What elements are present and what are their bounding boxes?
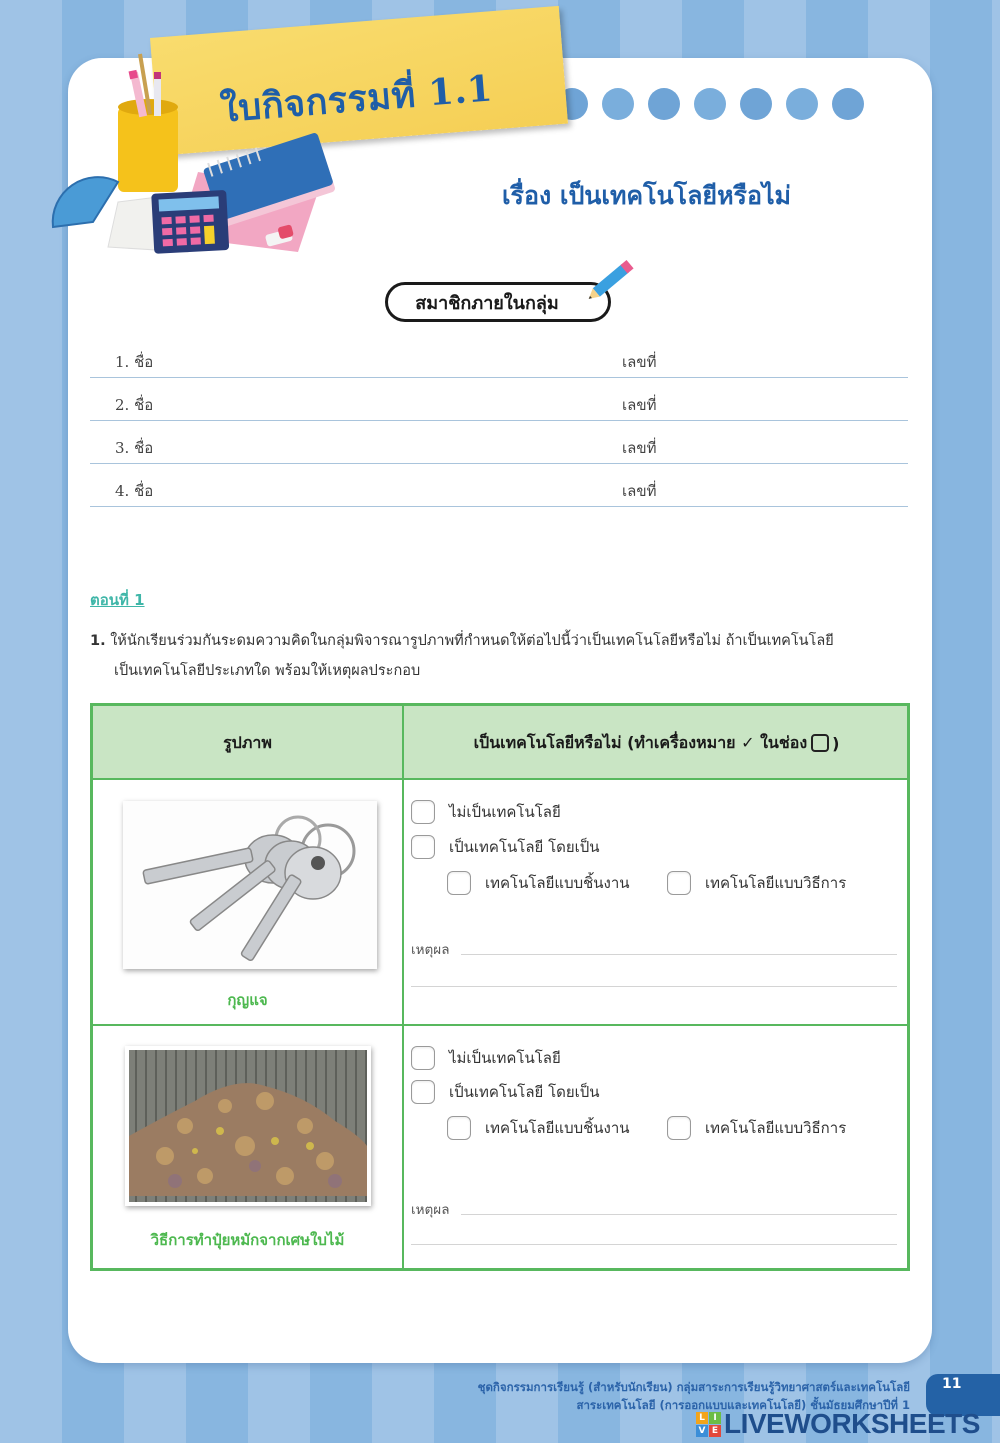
liveworksheets-wordmark: LIVEWORKSHEETS [724, 1408, 980, 1439]
page-number: 11 [942, 1376, 962, 1392]
keys-icon [123, 801, 377, 969]
dot [786, 88, 818, 120]
option-label: ไม่เป็นเทคโนโลยี [449, 803, 561, 821]
header-close-paren: ) [832, 733, 840, 753]
option-not-technology[interactable] [411, 1046, 561, 1070]
worksheet-table [90, 703, 910, 1271]
checkbox-symbol-icon [811, 734, 829, 752]
logo-letter: E [709, 1425, 721, 1437]
leaf-pile-icon [125, 1046, 371, 1206]
leaves-image [125, 1046, 371, 1206]
reason-input-line[interactable] [461, 954, 897, 955]
option-label: เทคโนโลยีแบบวิธีการ [705, 874, 847, 892]
member-row-2[interactable] [90, 391, 908, 421]
member-name-label: 3. ชื่อ [115, 439, 154, 457]
member-name-label: 1. ชื่อ [115, 353, 154, 371]
option-label: เทคโนโลยีแบบชิ้นงาน [485, 1119, 630, 1137]
footer-line-2: สาระเทคโนโลยี (การออกแบบและเทคโนโลยี) ชั้นมัธยมศึกษาปีที่ 1 [576, 1398, 910, 1412]
option-label: เป็นเทคโนโลยี โดยเป็น [449, 838, 600, 856]
option-label: เทคโนโลยีแบบวิธีการ [705, 1119, 847, 1137]
decorative-dots [556, 88, 864, 120]
checkbox[interactable] [411, 1046, 435, 1070]
row-divider [93, 1024, 907, 1026]
dot [694, 88, 726, 120]
keys-image [123, 801, 377, 969]
checkbox[interactable] [667, 1116, 691, 1140]
logo-letter: L [696, 1412, 708, 1424]
reason-label: เหตุผล [411, 942, 450, 958]
option-is-technology[interactable] [411, 1080, 600, 1104]
logo-letter: I [709, 1412, 721, 1424]
option-is-technology[interactable] [411, 835, 600, 859]
member-number-label: เลขที่ [622, 353, 657, 371]
option-not-technology[interactable] [411, 800, 561, 824]
reason-input-line[interactable] [411, 1244, 897, 1245]
member-row-3[interactable] [90, 434, 908, 464]
instruction-number: 1. [90, 633, 106, 649]
liveworksheets-logo[interactable] [696, 1408, 980, 1440]
table-header [93, 706, 907, 780]
column-divider [402, 706, 404, 1268]
member-row-1[interactable] [90, 348, 908, 378]
logo-letter: V [696, 1425, 708, 1437]
activity-title: ใบกิจกรรมที่ 1.1 [218, 67, 495, 131]
checkbox[interactable] [447, 871, 471, 895]
option-process-technology[interactable] [667, 871, 846, 895]
member-name-label: 2. ชื่อ [115, 396, 154, 414]
reason-input-line[interactable] [411, 986, 897, 987]
members-heading-label: สมาชิกภายในกลุ่ม [415, 292, 559, 314]
dot [832, 88, 864, 120]
keys-caption: กุญแจ [227, 991, 268, 1009]
header-technology-column [404, 706, 909, 780]
checkbox[interactable] [411, 835, 435, 859]
section-label: ตอนที่ 1 [90, 591, 145, 609]
liveworksheets-logo-icon [696, 1412, 721, 1437]
instruction-text [90, 626, 920, 686]
reason-input-line[interactable] [461, 1214, 897, 1215]
header-image-column: รูปภาพ [223, 732, 272, 752]
checkbox[interactable] [447, 1116, 471, 1140]
compost-caption: วิธีการทำปุ๋ยหมักจากเศษใบไม้ [150, 1231, 345, 1249]
option-product-technology[interactable] [447, 1116, 630, 1140]
reason-label: เหตุผล [411, 1202, 450, 1218]
member-number-label: เลขที่ [622, 439, 657, 457]
dot [602, 88, 634, 120]
option-product-technology[interactable] [447, 871, 630, 895]
instruction-line-1: ให้นักเรียนร่วมกันระดมความคิดในกลุ่มพิจารณารูปภาพที่กำหนดให้ต่อไปนี้ว่าเป็นเทคโนโลยีหรือไม่ ถ้าเป็นเทคโนโลยี [105, 633, 834, 649]
option-label: ไม่เป็นเทคโนโลยี [449, 1049, 561, 1067]
option-label: เป็นเทคโนโลยี โดยเป็น [449, 1083, 600, 1101]
member-row-4[interactable] [90, 477, 908, 507]
checkbox[interactable] [411, 1080, 435, 1104]
pencil-icon [582, 254, 642, 306]
option-process-technology[interactable] [667, 1116, 846, 1140]
subject-title: เรื่อง เป็นเทคโนโลยีหรือไม่ [502, 181, 792, 210]
member-number-label: เลขที่ [622, 482, 657, 500]
checkbox[interactable] [667, 871, 691, 895]
instruction-line-2: เป็นเทคโนโลยีประเภทใด พร้อมให้เหตุผลประกอบ [114, 663, 421, 679]
footer-line-1: ชุดกิจกรรมการเรียนรู้ (สำหรับนักเรียน) กลุ่มสาระการเรียนรู้วิทยาศาสตร์และเทคโนโลยี [477, 1380, 910, 1394]
member-number-label: เลขที่ [622, 396, 657, 414]
option-label: เทคโนโลยีแบบชิ้นงาน [485, 874, 630, 892]
dot [740, 88, 772, 120]
dot [648, 88, 680, 120]
checkbox[interactable] [411, 800, 435, 824]
header-technology-label: เป็นเทคโนโลยีหรือไม่ (ทำเครื่องหมาย ✓ ในช่อง [473, 732, 808, 752]
member-name-label: 4. ชื่อ [115, 482, 154, 500]
members-heading [385, 282, 611, 322]
